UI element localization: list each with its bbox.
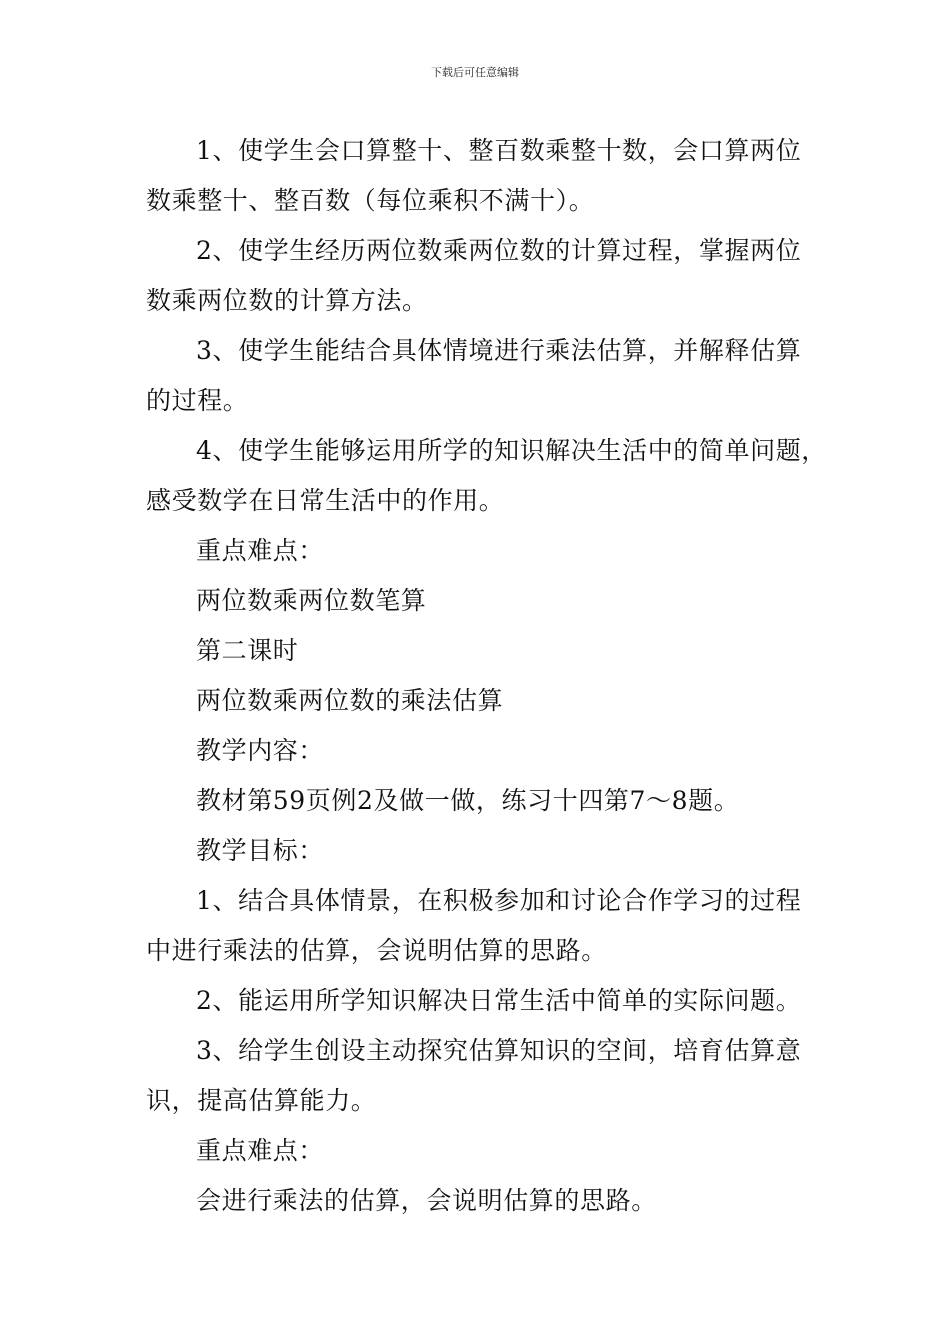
paragraph-line: 4、使学生能够运用所学的知识解决生活中的简单问题，	[196, 436, 827, 465]
page-header: 下载后可任意编辑	[431, 66, 519, 79]
section-heading: 重点难点：	[196, 536, 325, 565]
paragraph-line: 数乘整十、整百数（每位乘积不满十）。	[146, 186, 595, 215]
paragraph-line: 2、使学生经历两位数乘两位数的计算过程，掌握两位	[196, 236, 802, 265]
paragraph-line: 1、结合具体情景，在积极参加和讨论合作学习的过程	[196, 886, 802, 915]
paragraph-line: 感受数学在日常生活中的作用。	[146, 486, 505, 515]
paragraph-line: 会进行乘法的估算，会说明估算的思路。	[196, 1186, 657, 1215]
paragraph-line: 3、使学生能结合具体情境进行乘法估算，并解释估算	[196, 336, 802, 365]
section-heading: 教学内容：	[196, 736, 325, 765]
document-body	[146, 126, 827, 1226]
paragraph-line: 2、能运用所学知识解决日常生活中简单的实际问题。	[196, 986, 802, 1015]
paragraph-line: 的过程。	[146, 386, 249, 415]
paragraph-line: 教材第59页例2及做一做，练习十四第7～8题。	[196, 786, 740, 815]
paragraph-line: 中进行乘法的估算，会说明估算的思路。	[146, 936, 607, 965]
paragraph-line: 识，提高估算能力。	[146, 1086, 377, 1115]
section-heading: 第二课时	[196, 636, 299, 665]
section-heading: 教学目标：	[196, 836, 325, 865]
paragraph-line: 两位数乘两位数笔算	[196, 586, 427, 615]
paragraph-line: 1、使学生会口算整十、整百数乘整十数，会口算两位	[196, 136, 802, 165]
paragraph-line: 数乘两位数的计算方法。	[146, 286, 428, 315]
section-heading: 重点难点：	[196, 1136, 325, 1165]
paragraph-line: 两位数乘两位数的乘法估算	[196, 686, 504, 715]
paragraph-line: 3、给学生创设主动探究估算知识的空间，培育估算意	[196, 1036, 802, 1065]
